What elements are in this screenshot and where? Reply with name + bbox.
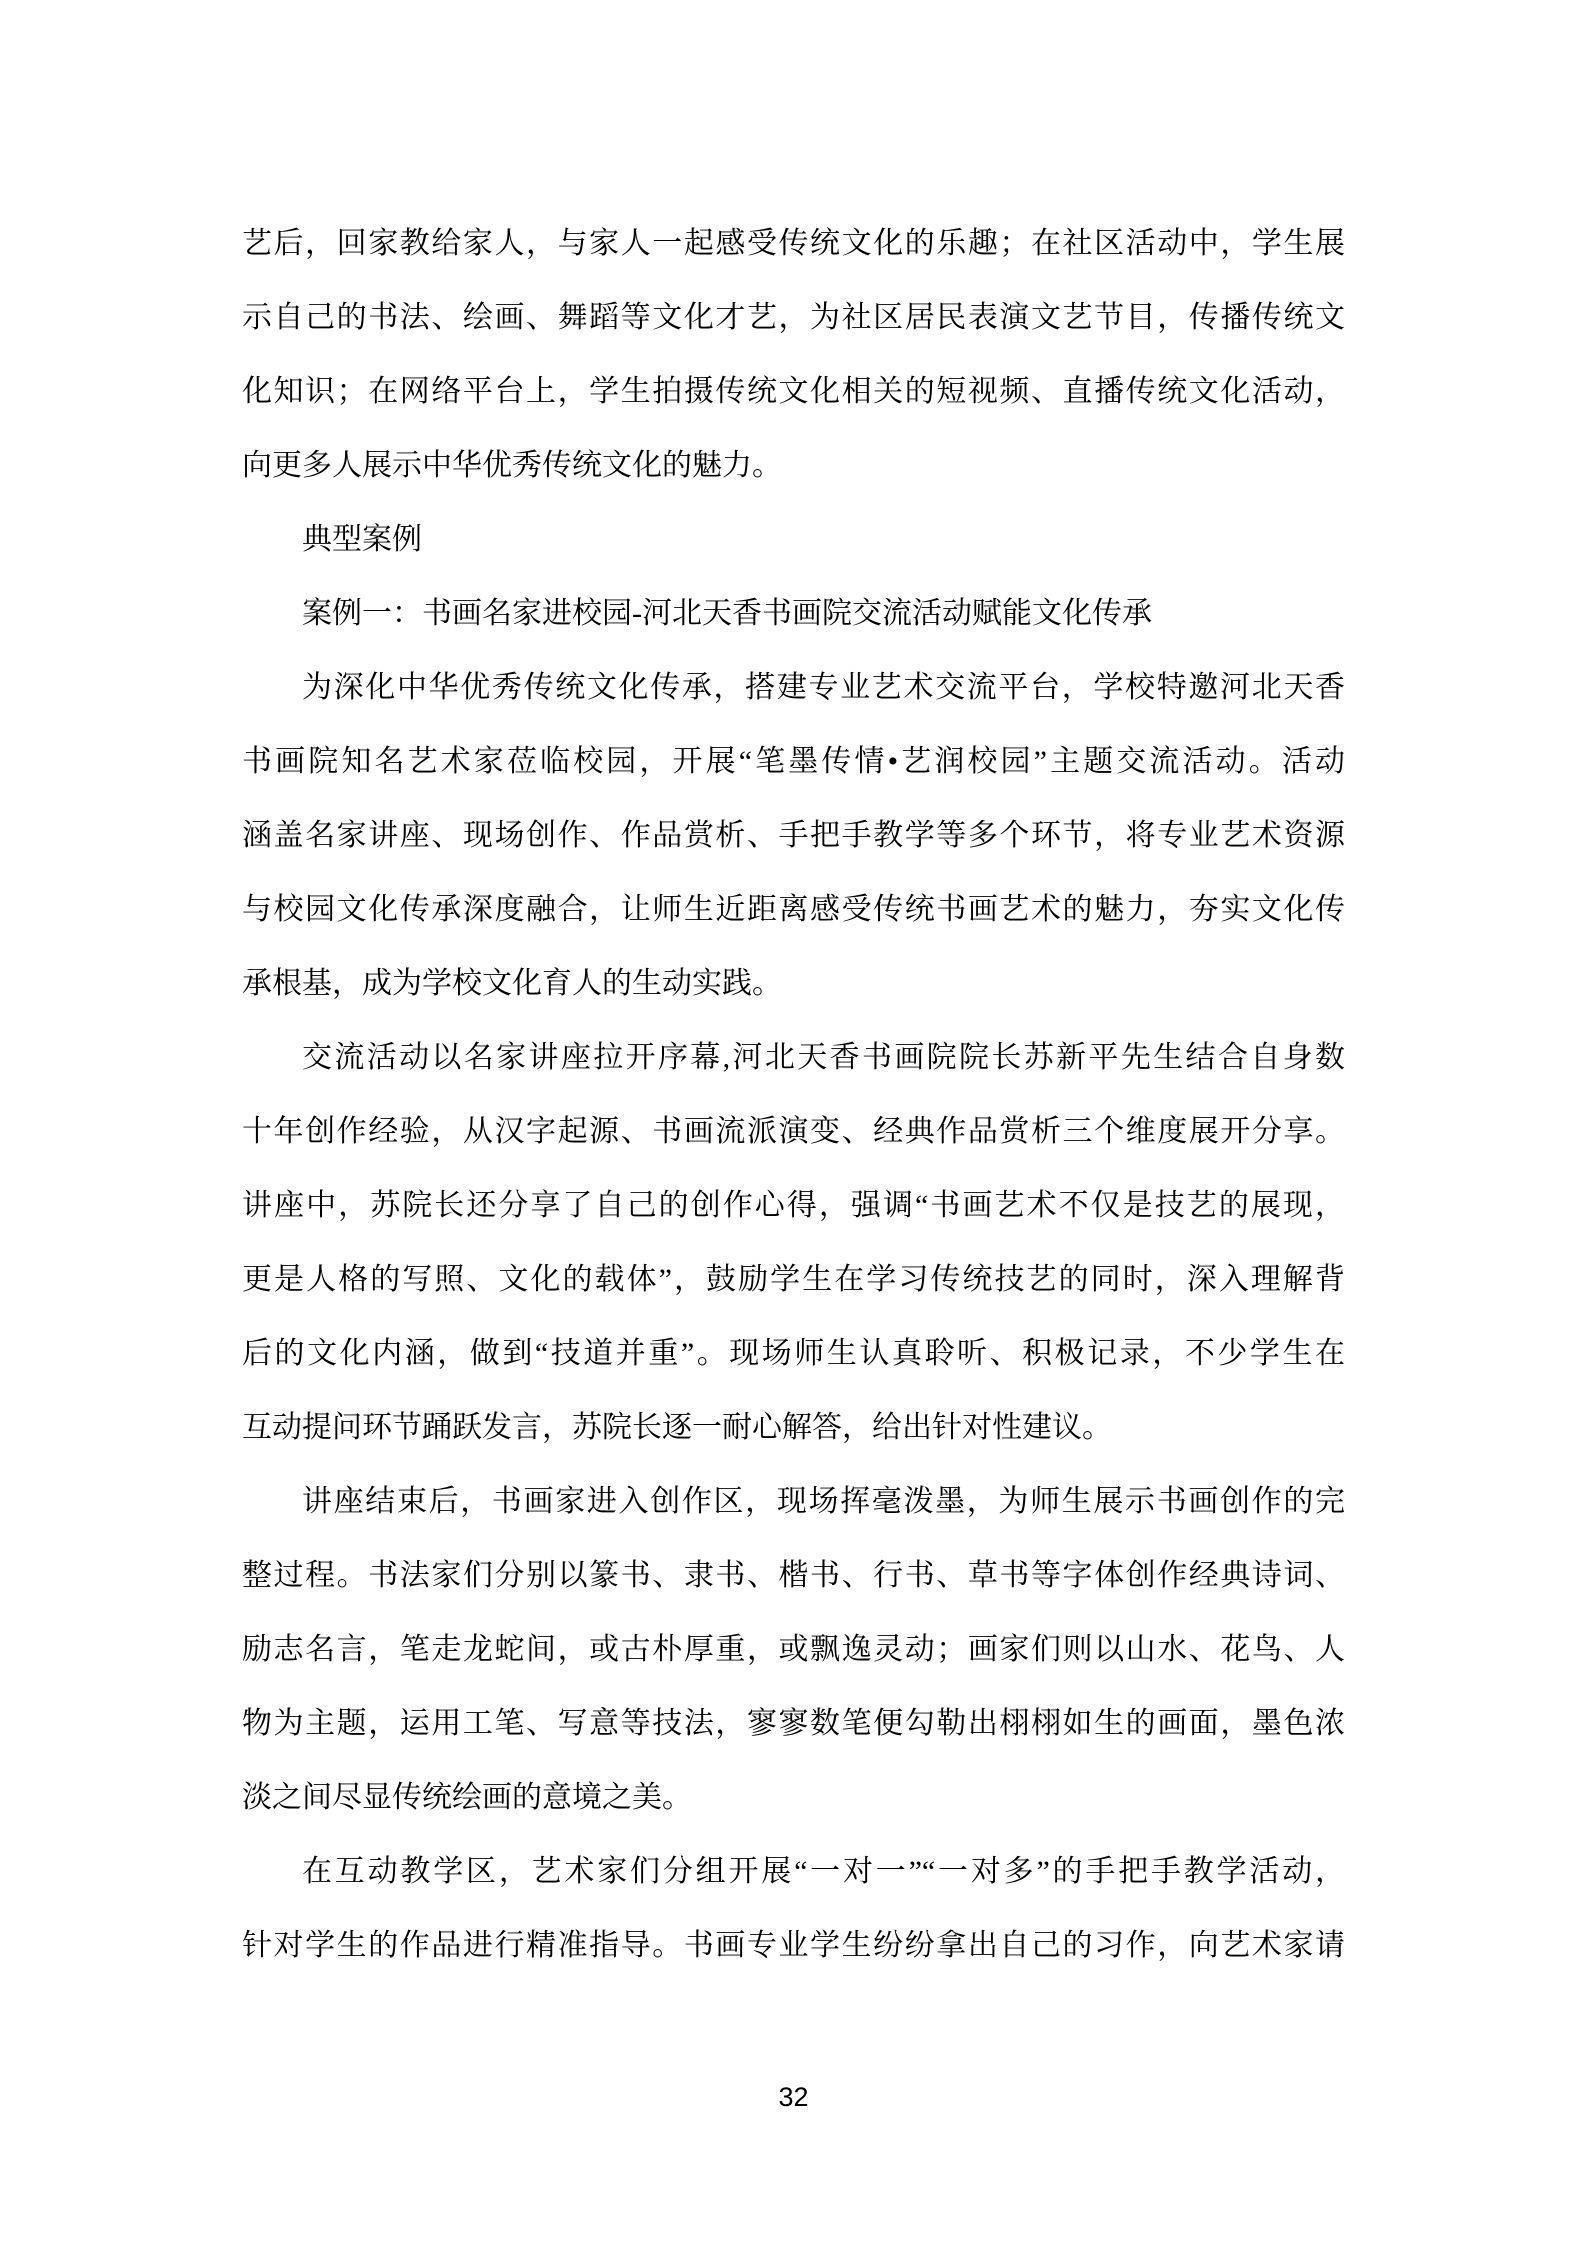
text-line: 为深化中华优秀传统文化传承，搭建专业艺术交流平台，学校特邀河北天香 [302, 671, 1345, 704]
text-line: 典型案例 [302, 523, 422, 556]
text-line: 十年创作经验，从汉字起源、书画流派演变、经典作品赏析三个维度展开分享。 [242, 1115, 1345, 1148]
text-line: 交流活动以名家讲座拉开序幕,河北天香书画院院长苏新平先生结合自身数 [302, 1041, 1345, 1074]
text-line: 淡之间尽显传统绘画的意境之美。 [242, 1781, 692, 1814]
text-line: 物为主题，运用工笔、写意等技法，寥寥数笔便勾勒出栩栩如生的画面，墨色浓 [242, 1707, 1345, 1740]
text-line: 化知识；在网络平台上，学生拍摄传统文化相关的短视频、直播传统文化活动， [242, 375, 1345, 408]
text-line: 与校园文化传承深度融合，让师生近距离感受传统书画艺术的魅力，夯实文化传 [242, 893, 1345, 926]
text-line: 艺后，回家教给家人，与家人一起感受传统文化的乐趣；在社区活动中，学生展 [242, 227, 1345, 260]
text-line: 在互动教学区，艺术家们分组开展“一对一”“一对多”的手把手教学活动， [302, 1855, 1345, 1888]
text-line: 书画院知名艺术家莅临校园，开展“笔墨传情•艺润校园”主题交流活动。活动 [242, 745, 1345, 778]
text-line: 后的文化内涵，做到“技道并重”。现场师生认真聆听、积极记录，不少学生在 [242, 1337, 1345, 1370]
text-line: 整过程。书法家们分别以篆书、隶书、楷书、行书、草书等字体创作经典诗词、 [242, 1559, 1345, 1592]
text-line: 示自己的书法、绘画、舞蹈等文化才艺，为社区居民表演文艺节目，传播传统文 [242, 301, 1345, 334]
text-line: 讲座结束后，书画家进入创作区，现场挥毫泼墨，为师生展示书画创作的完 [302, 1485, 1345, 1518]
text-line: 承根基，成为学校文化育人的生动实践。 [242, 967, 782, 1000]
text-line: 讲座中，苏院长还分享了自己的创作心得，强调“书画艺术不仅是技艺的展现， [242, 1189, 1345, 1222]
text-line: 涵盖名家讲座、现场创作、作品赏析、手把手教学等多个环节，将专业艺术资源 [242, 819, 1345, 852]
text-line: 案例一：书画名家进校园-河北天香书画院交流活动赋能文化传承 [302, 597, 1152, 630]
text-line: 更是人格的写照、文化的载体”，鼓励学生在学习传统技艺的同时，深入理解背 [242, 1263, 1345, 1296]
document-text [242, 207, 1345, 1983]
text-line: 互动提问环节踊跃发言，苏院长逐一耐心解答，给出针对性建议。 [242, 1411, 1112, 1444]
text-line: 向更多人展示中华优秀传统文化的魅力。 [242, 449, 782, 482]
text-line: 针对学生的作品进行精准指导。书画专业学生纷纷拿出自己的习作，向艺术家请 [242, 1929, 1345, 1962]
text-line: 励志名言，笔走龙蛇间，或古朴厚重，或飘逸灵动；画家们则以山水、花鸟、人 [242, 1633, 1345, 1666]
page-number: 32 [778, 2082, 809, 2112]
